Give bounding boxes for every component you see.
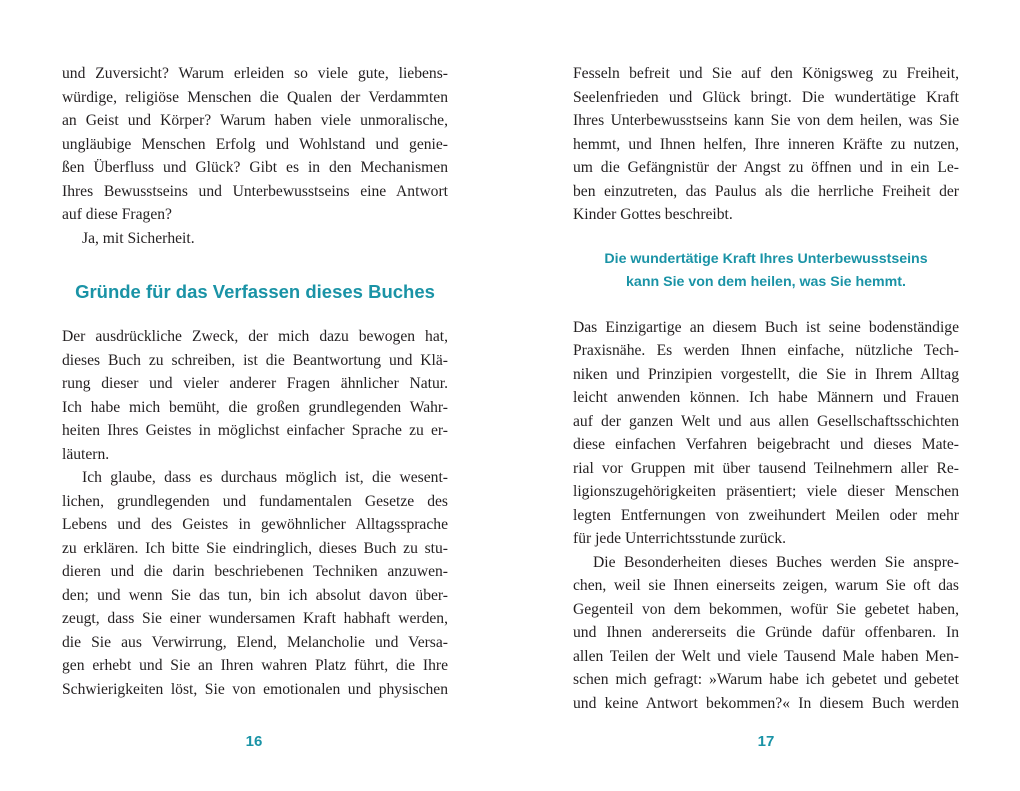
text-line: und keine Antwort bekommen?« In diesem Buch werden	[573, 694, 959, 712]
text-line: leicht anwenden können. Ich habe Männern und Frauen	[573, 389, 959, 406]
pull-quote	[573, 248, 959, 295]
text-line: Fesseln befreit und Sie auf den Königsweg zu Freiheit,	[573, 65, 959, 82]
text-line: für jede Unterrichtsstunde zurück.	[573, 530, 787, 547]
paragraph	[62, 227, 448, 251]
text-line: Kinder Gottes beschreibt.	[573, 206, 733, 223]
text-line: Das Einzigartige an diesem Buch ist seine bodenständige	[573, 318, 959, 336]
text-line: und Zuversicht? Warum erleiden so viele gute, liebens-	[62, 65, 448, 82]
text-line: dieren und die darin beschriebenen Techniken anzuwen-	[62, 563, 448, 580]
section-heading: Gründe für das Verfassen dieses Buches	[75, 281, 435, 302]
text-line: um die Gefängnistür der Angst zu öffnen und in ein Le-	[573, 159, 959, 176]
text-line: ungläubige Menschen Erfolg und Wohlstand und genie-	[62, 135, 448, 153]
pull-quote-line: Die wundertätige Kraft Ihres Unterbewusstseins	[604, 250, 928, 267]
text-line: Ihres Unterbewusstseins kann Sie von dem heilen, was Sie	[573, 112, 959, 129]
paragraph	[573, 316, 959, 551]
text-line: zu erklären. Ich bitte Sie eindringlich, dieses Buch zu stu-	[62, 539, 448, 557]
text-line: würdige, religiöse Menschen die Qualen der Verdammten	[62, 88, 448, 106]
text-line: diese einfachen Verfahren beigebracht und dieses Mate-	[573, 436, 959, 453]
pull-quote-line: kann Sie von dem heilen, was Sie hemmt.	[626, 274, 906, 290]
text-line: Gegenteil von dem bekommen, wofür Sie gebetet haben,	[573, 600, 959, 618]
text-line: läutern.	[62, 445, 110, 463]
text-line: gen erhebt und Sie an Ihren wahren Platz führt, die Ihre	[62, 657, 448, 674]
text-line: Ich glaube, dass es durchaus möglich ist, die wesent-	[82, 469, 448, 486]
text-line: Ja, mit Sicherheit.	[82, 229, 195, 247]
text-line: und Ihnen andererseits die Gründe dafür offenbaren. In	[573, 624, 959, 641]
text-line: die Sie aus Verwirrung, Elend, Melancholie und Versa-	[62, 633, 448, 651]
text-line: den; und wenn Sie das tun, bin ich absolut davon über-	[62, 586, 448, 604]
text-line: auf diese Fragen?	[62, 206, 172, 223]
text-line: Ihres Bewusstseins und Unterbewusstseins eine Antwort	[62, 182, 448, 200]
text-line: ligionszugehörigkeiten präsentiert; viele dieser Menschen	[573, 483, 959, 500]
page-number: 16	[245, 733, 263, 750]
text-line: niken und Prinzipien vorgestellt, die Sie in Ihrem Alltag	[573, 365, 959, 383]
text-line: allen Teilen der Welt und viele Tausend Male haben Men-	[573, 647, 959, 665]
text-line: zeugt, dass Sie einer wundersamen Kraft habhaft werden,	[62, 610, 448, 627]
text-line: Lebens und des Geistes in gewöhnlicher Alltagssprache	[62, 516, 448, 533]
text-line: legten Entfernungen von zweihundert Meilen oder mehr	[573, 506, 959, 524]
paragraph	[573, 551, 959, 716]
text-line: Seelenfrieden und Glück bringt. Die wundertätige Kraft	[573, 88, 959, 106]
left-page	[62, 62, 448, 701]
text-line: Die Besonderheiten dieses Buches werden Sie anspre-	[593, 553, 959, 571]
text-line: rung dieser und vieler anderer Fragen ähnlicher Natur.	[62, 375, 448, 392]
text-line: ben einzutreten, das Paulus als die herrliche Freiheit der	[573, 182, 959, 200]
text-line: rial vor Gruppen mit über tausend Teilnehmern aller Re-	[573, 459, 959, 477]
text-line: Praxisnähe. Es werden Ihnen einfache, nützliche Tech-	[573, 342, 959, 359]
paragraph	[573, 62, 959, 227]
text-line: an Geist und Körper? Warum haben viele unmoralische,	[62, 112, 448, 129]
text-line: Schwierigkeiten löst, Sie von emotionalen und physischen	[62, 680, 448, 698]
paragraph	[62, 325, 448, 466]
text-line: schen mich gefragt: »Warum habe ich gebetet und gebetet	[573, 671, 959, 688]
text-line: ßen Überfluss und Glück? Gibt es in den Mechanismen	[62, 159, 448, 176]
page-number: 17	[757, 733, 775, 750]
text-line: auf der ganzen Welt und aus allen Gesellschaftsschichten	[573, 412, 959, 430]
text-line: Ich habe mich bemüht, die großen grundlegenden Wahr-	[62, 398, 448, 416]
paragraph	[62, 62, 448, 227]
text-line: heiten Ihres Geistes in möglichst einfacher Sprache zu er-	[62, 422, 448, 439]
paragraph	[62, 466, 448, 701]
text-line: hemmt, und Ihnen helfen, Ihre inneren Kräfte zu nutzen,	[573, 135, 959, 153]
text-line: dieses Buch zu schreiben, ist die Beantwortung und Klä-	[62, 351, 448, 369]
right-page	[573, 62, 959, 715]
text-line: chen, weil sie Ihnen einerseits zeigen, warum Sie oft das	[573, 577, 959, 594]
text-line: lichen, grundlegenden und fundamentalen Gesetze des	[62, 492, 448, 510]
text-line: Der ausdrückliche Zweck, der mich dazu bewogen hat,	[62, 328, 448, 345]
